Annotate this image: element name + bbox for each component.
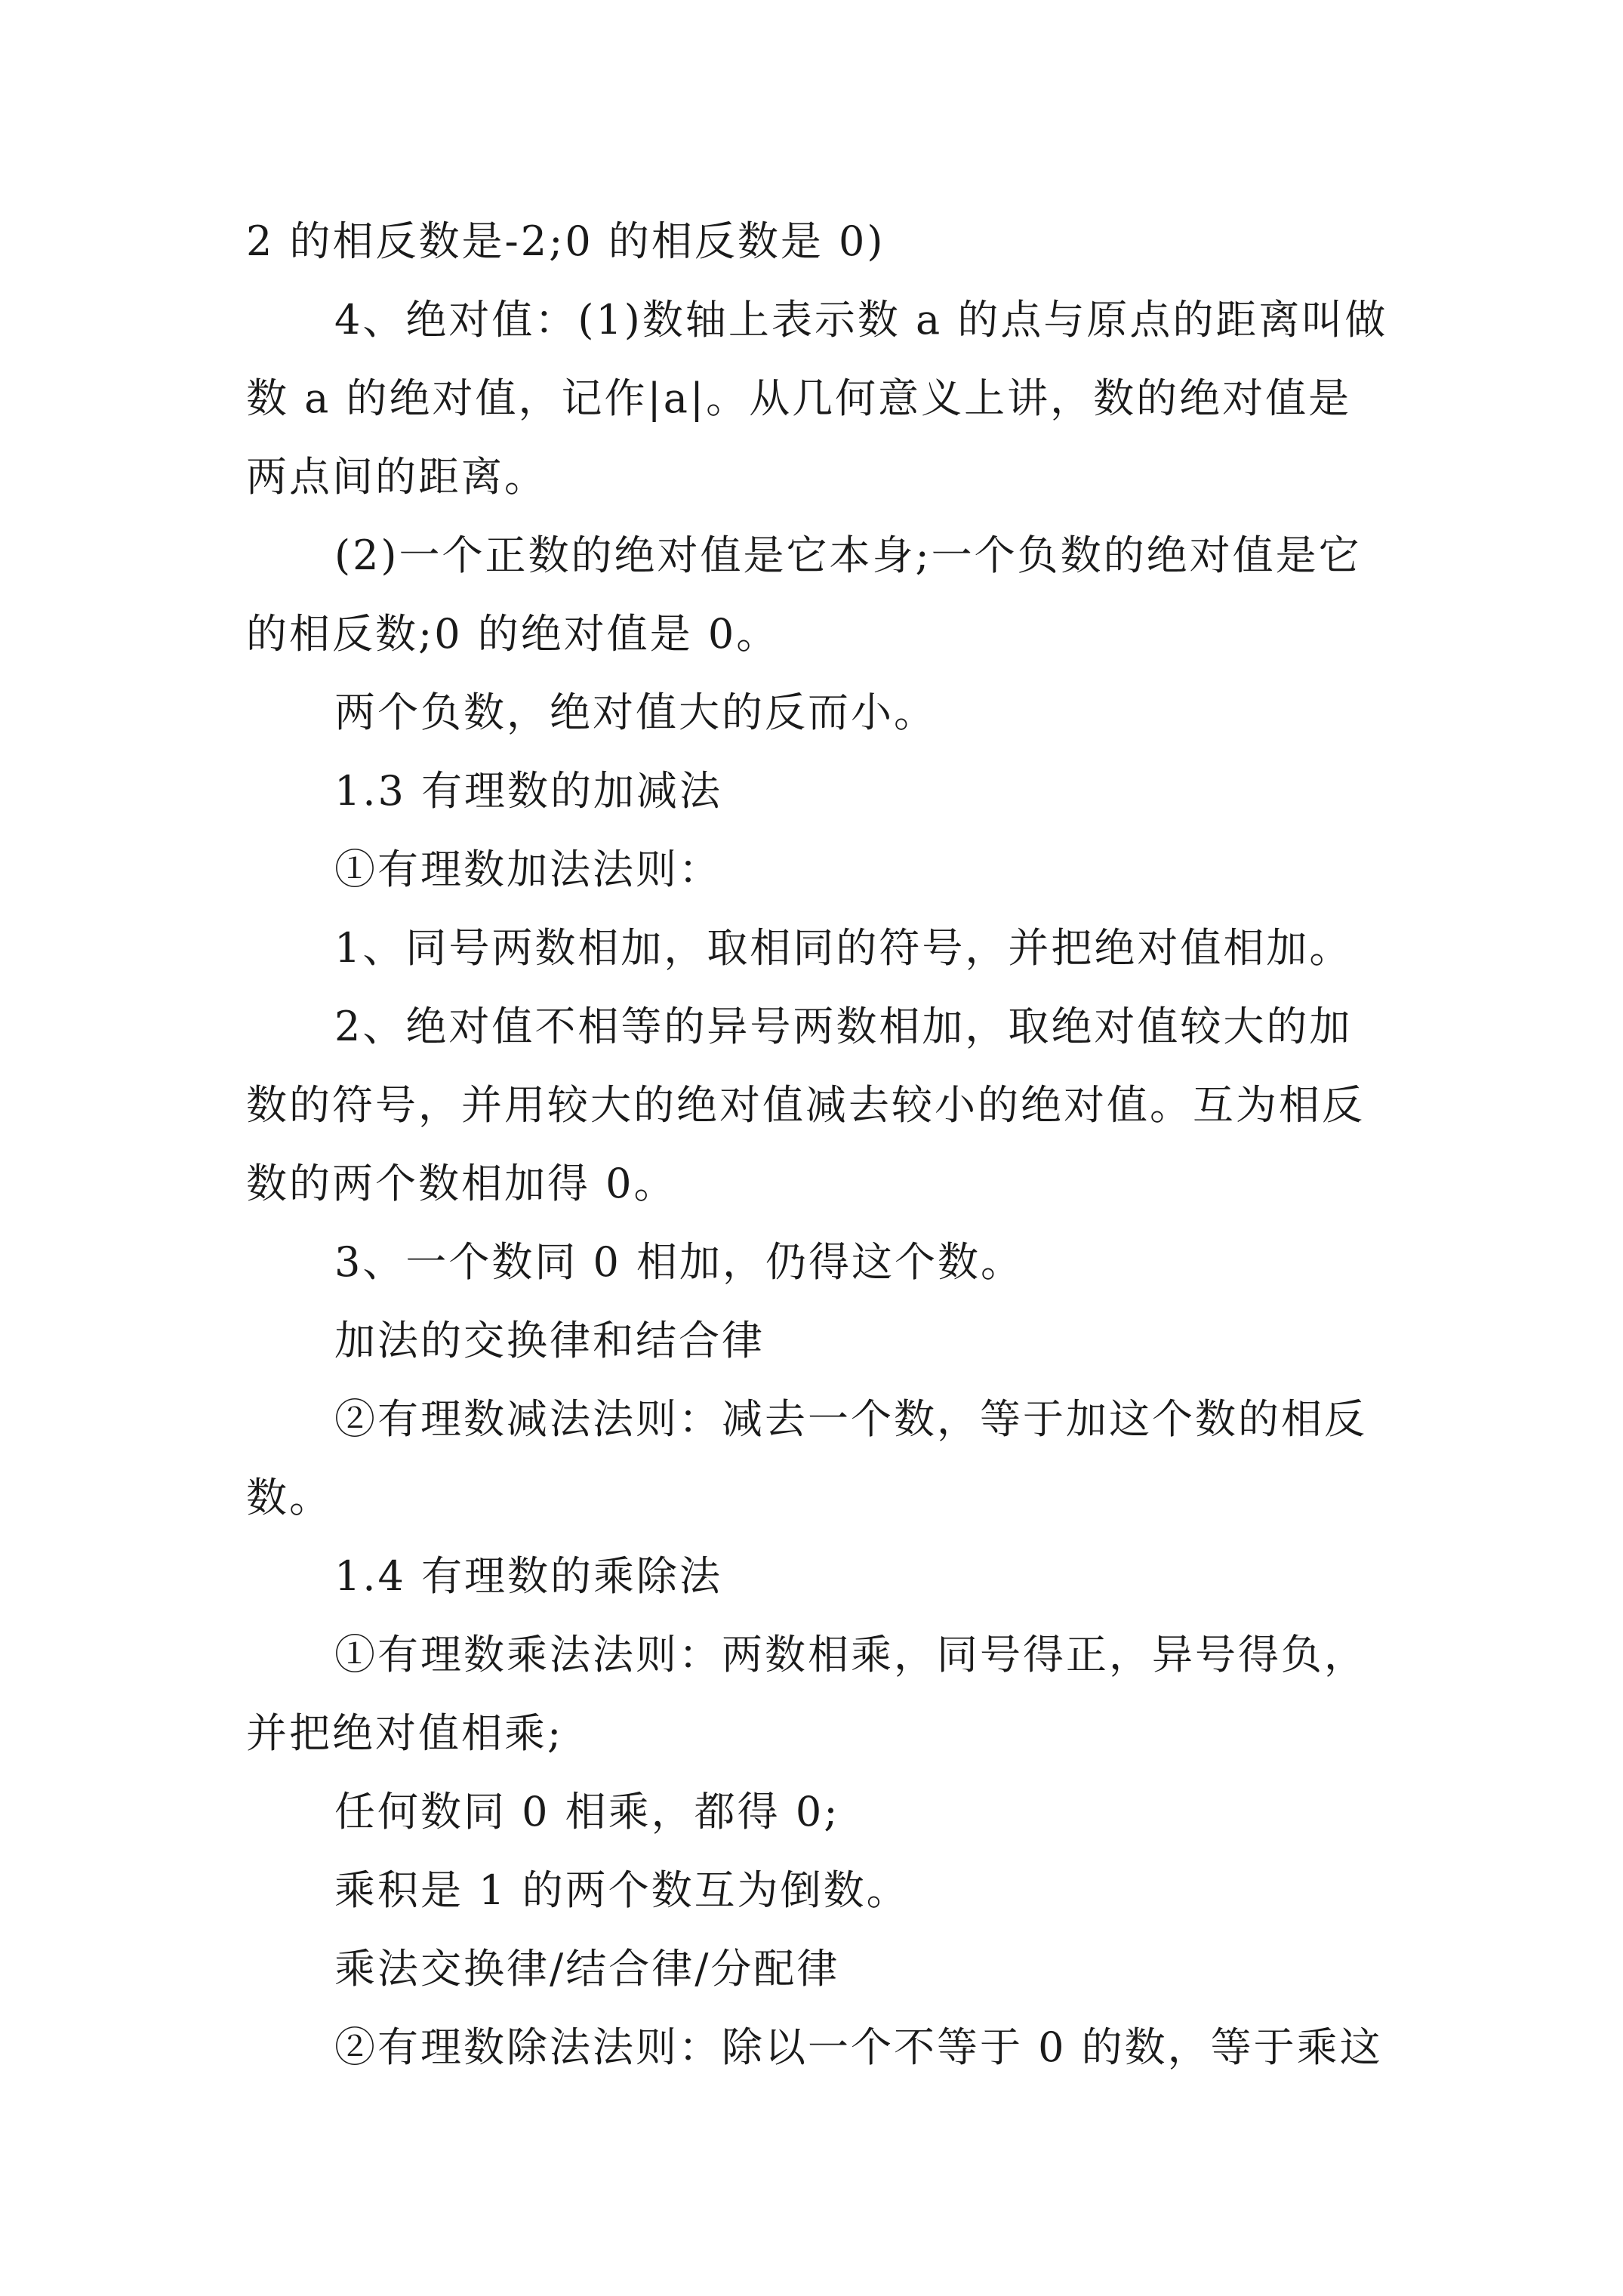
- text-line: (2)一个正数的绝对值是它本身;一个负数的绝对值是它: [334, 532, 1362, 579]
- text-line: ①有理数乘法法则：两数相乘，同号得正，异号得负，: [334, 1631, 1367, 1678]
- text-line: 两点间的距离。: [246, 453, 547, 501]
- text-line: 数的符号，并用较大的绝对值减去较小的绝对值。互为相反: [246, 1081, 1365, 1129]
- text-line: ②有理数除法法则：除以一个不等于 0 的数，等于乘这: [334, 2023, 1383, 2071]
- text-line: 2、绝对值不相等的异号两数相加，取绝对值较大的加: [334, 1003, 1353, 1050]
- text-line: 1、同号两数相加，取相同的符号，并把绝对值相加。: [334, 924, 1353, 972]
- text-line: 任何数同 0 相乘，都得 0;: [334, 1788, 840, 1835]
- text-line: 的相反数;0 的绝对值是 0。: [246, 610, 780, 658]
- text-line: 数的两个数相加得 0。: [246, 1160, 677, 1207]
- text-line: 4、绝对值：(1)数轴上表示数 a 的点与原点的距离叫做: [334, 296, 1388, 344]
- document-body: [246, 202, 1394, 2087]
- text-line: 乘积是 1 的两个数互为倒数。: [334, 1866, 910, 1914]
- text-line: 2 的相反数是-2;0 的相反数是 0): [246, 217, 885, 265]
- text-line: 数。: [246, 1474, 332, 1521]
- text-line: ①有理数加法法则：: [334, 846, 722, 893]
- text-line: 乘法交换律/结合律/分配律: [334, 1945, 840, 1992]
- text-line: 3、一个数同 0 相加，仍得这个数。: [334, 1238, 1024, 1286]
- text-line: ②有理数减法法则：减去一个数，等于加这个数的相反: [334, 1395, 1367, 1443]
- text-line: 两个负数，绝对值大的反而小。: [334, 689, 937, 736]
- text-line: 加法的交换律和结合律: [334, 1317, 765, 1364]
- section-heading: 1.3 有理数的加减法: [334, 767, 723, 815]
- section-heading: 1.4 有理数的乘除法: [334, 1552, 723, 1600]
- text-line: 数 a 的绝对值，记作|a|。从几何意义上讲，数的绝对值是: [246, 374, 1352, 422]
- text-line: 并把绝对值相乘;: [246, 1709, 564, 1757]
